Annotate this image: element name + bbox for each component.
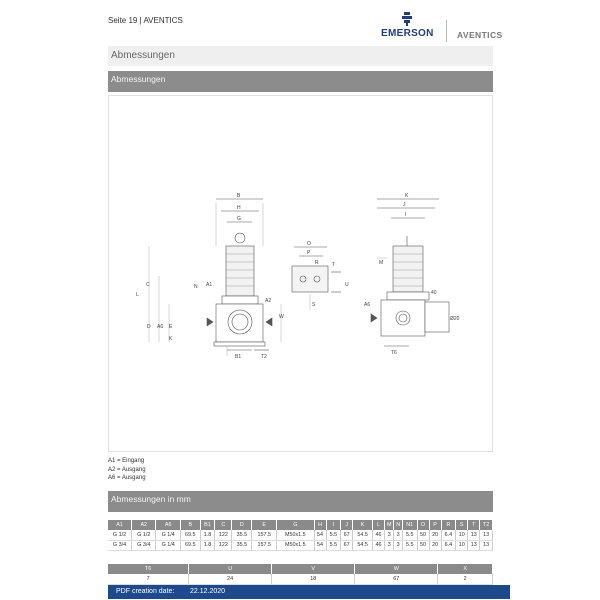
table-cell: 1.8 [200,530,215,540]
table-cell: 3 [385,530,394,540]
column-header: T [468,520,480,530]
column-header: T2 [480,520,493,530]
column-header: C [215,520,232,530]
table-cell: 13 [480,540,493,551]
aventics-logo: AVENTICS [457,30,503,40]
dim-label-b: B [237,193,241,199]
dim-label-h: H [237,205,241,211]
table-cell: 50 [417,540,429,551]
table-cell: 5.5 [326,530,341,540]
column-header: U [189,564,272,574]
table-cell: 5.5 [402,540,417,551]
column-header: T6 [108,564,189,574]
column-header: I [326,520,341,530]
front-view [149,199,281,356]
table-cell: 69.5 [180,540,200,551]
dim-label-k: K [169,336,173,342]
legend-item: A6 = Ausgang [108,475,146,481]
column-header: A1 [108,520,132,530]
table-cell: 3 [385,540,394,551]
column-header: R [441,520,456,530]
page-header-text: Seite 19 | AVENTICS [108,16,183,25]
table-cell: 6.4 [441,540,456,551]
table-cell: 67 [341,540,353,551]
table-cell: 7 [108,574,189,585]
column-header: W [355,564,438,574]
column-header: D [232,520,252,530]
table-band-title: Abmessungen in mm [108,491,493,512]
column-header: B1 [200,520,215,530]
logo-divider [446,20,447,42]
column-header: A6 [156,520,180,530]
table-cell: 67 [355,574,438,585]
dim-label-d20: Ø20 [450,316,460,322]
table-cell: 10 [456,540,468,551]
footer-bar [108,585,510,599]
footer-label: PDF creation date: [116,588,175,595]
table-cell: 13 [480,530,493,540]
table-cell: 54.5 [353,540,373,551]
dim-label-m: M [379,260,384,266]
dim-label-a1: A1 [206,282,213,288]
dimension-table-main [108,520,493,551]
table-cell: G 1/4 [156,530,180,540]
emerson-logo-icon [400,12,414,26]
dim-label-j: J [403,202,406,208]
port-legend [108,457,146,483]
table-cell: 1.8 [200,540,215,551]
dim-label-40: 40 [431,290,437,296]
dim-label-w: W [279,314,284,320]
table-cell: 20 [429,530,441,540]
table-cell: 20 [429,540,441,551]
table-header-row [108,564,493,574]
table-cell: 5.5 [402,530,417,540]
column-header: S [456,520,468,530]
table-cell: G 1/2 [132,530,156,540]
table-cell: 13 [468,540,480,551]
table-cell: 3 [394,540,402,551]
table-cell: M50x1.5 [277,530,314,540]
legend-item: A1 = Eingang [108,458,145,464]
dim-label-t: T [332,262,336,268]
dim-label-n: N [194,284,198,290]
bracket-view [292,247,341,310]
table-cell: G 1/2 [108,530,132,540]
table-cell: 24 [189,574,272,585]
table-cell: 3 [394,530,402,540]
drawing-band-title: Abmessungen [108,71,493,92]
table-cell: 46 [372,530,384,540]
dim-label-i: I [405,212,407,218]
table-row [108,530,493,540]
dim-label-c: C [146,282,150,288]
table-cell: 54.5 [353,530,373,540]
dim-label-r: R [315,260,319,266]
table-cell: 50 [417,530,429,540]
dim-label-u: U [345,282,349,288]
table-cell: 10 [456,530,468,540]
column-header: J [341,520,353,530]
table-row [108,574,493,585]
table-cell: 54 [314,530,326,540]
column-header: K [353,520,373,530]
table-header-row [108,520,493,530]
table-cell: 157.5 [252,540,277,551]
right-view [371,199,449,346]
dim-label-a2: A2 [265,298,272,304]
dim-label-a6-right: A6 [364,302,371,308]
table-cell: 2 [438,574,493,585]
column-header: X [438,564,493,574]
table-row [108,540,493,551]
dim-label-g: G [237,216,241,222]
dim-label-b1: B1 [235,354,242,360]
dim-label-d: D [147,324,151,330]
technical-drawing [109,96,492,451]
emerson-logo: EMERSON [381,28,434,39]
table-cell: 122 [215,530,232,540]
column-header: P [429,520,441,530]
table-cell: 13 [468,530,480,540]
table-cell: 5.5 [326,540,341,551]
table-cell: 6.4 [441,530,456,540]
table-cell: 157.5 [252,530,277,540]
table-cell: G 3/4 [108,540,132,551]
column-header: N [394,520,402,530]
dim-label-k2: K [405,193,409,199]
dim-label-e: E [169,324,173,330]
column-header: V [272,564,355,574]
dim-label-l: L [136,292,139,298]
dim-label-p: P [307,250,311,256]
table-cell: M50x1.5 [277,540,314,551]
column-header: H [314,520,326,530]
column-header: A2 [132,520,156,530]
dim-label-o: O [307,241,311,247]
dimension-table-secondary [108,564,493,585]
column-header: O [417,520,429,530]
table-cell: G 3/4 [132,540,156,551]
table-cell: 35.5 [232,540,252,551]
legend-item: A2 = Ausgang [108,466,146,473]
footer-date: 22.12.2020 [190,588,226,595]
table-cell: 18 [272,574,355,585]
table-cell: 67 [341,530,353,540]
table-cell: 69.5 [180,530,200,540]
column-header: G [277,520,314,530]
table-cell: 46 [372,540,384,551]
dim-label-t2: T2 [261,354,267,360]
table-cell: G 1/4 [156,540,180,551]
dim-label-s: S [312,302,316,308]
table-cell: 35.5 [232,530,252,540]
column-header: N1 [402,520,417,530]
column-header: L [372,520,384,530]
column-header: M [385,520,394,530]
dimension-drawing [108,95,493,452]
column-header: E [252,520,277,530]
dim-label-a6: A6 [157,324,164,330]
column-header: B [180,520,200,530]
section-title: Abmessungen [108,46,493,66]
table-cell: 122 [215,540,232,551]
table-cell: 54 [314,540,326,551]
dim-label-t6: T6 [391,350,397,356]
